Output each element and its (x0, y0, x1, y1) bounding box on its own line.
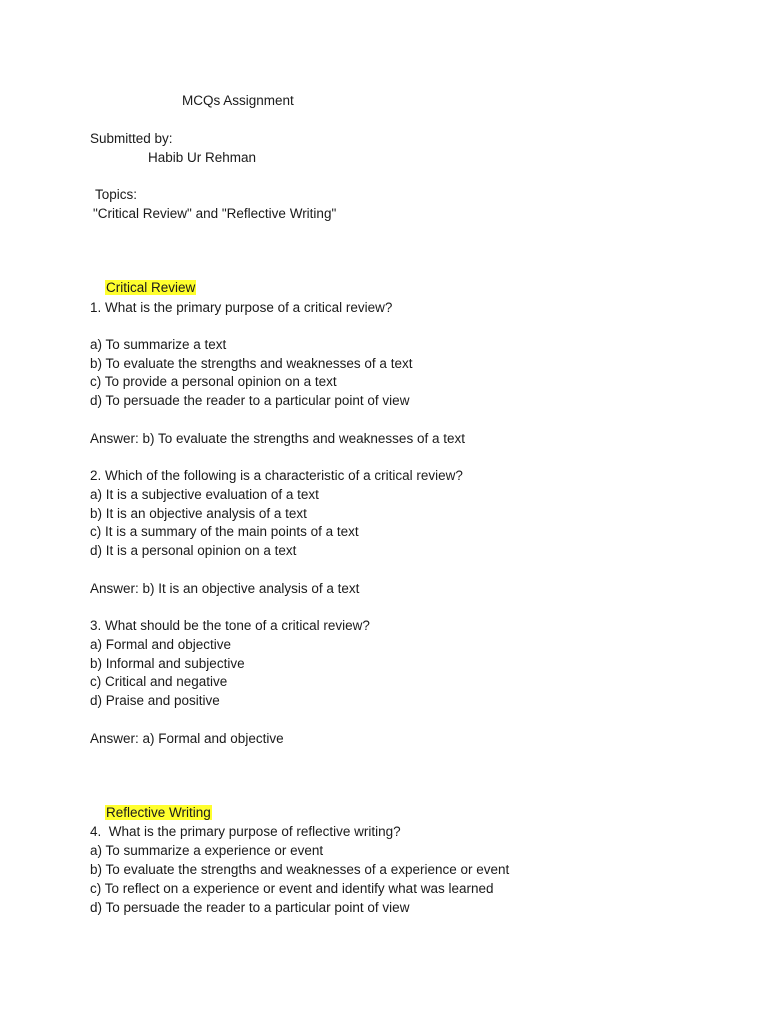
option-item: a) It is a subjective evaluation of a text (90, 487, 319, 502)
section-heading (90, 261, 196, 295)
question-text: 3. What should be the tone of a critical review? (90, 618, 370, 633)
document-title: MCQs Assignment (182, 93, 294, 108)
question-text: 1. What is the primary purpose of a critical review? (90, 300, 393, 315)
option-item: b) It is an objective analysis of a text (90, 506, 307, 521)
question-text: 4. What is the primary purpose of reflective writing? (90, 824, 401, 839)
option-item: d) Praise and positive (90, 693, 220, 708)
author-name: Habib Ur Rehman (148, 150, 257, 165)
option-item: c) To provide a personal opinion on a text (90, 374, 337, 389)
option-item: b) To evaluate the strengths and weaknesses of a text (90, 356, 413, 371)
topics-text: "Critical Review" and "Reflective Writing" (93, 206, 337, 221)
option-item: c) To reflect on a experience or event and identify what was learned (90, 881, 494, 896)
section-heading-text: Critical Review (106, 280, 196, 295)
option-item: d) To persuade the reader to a particular point of view (90, 900, 410, 915)
option-item: b) To evaluate the strengths and weaknesses of a experience or event (90, 862, 510, 877)
option-item: d) To persuade the reader to a particular point of view (90, 393, 410, 408)
option-item: b) Informal and subjective (90, 656, 245, 671)
answer-text: Answer: b) It is an objective analysis of a text (90, 581, 360, 596)
section-heading-text: Reflective Writing (106, 805, 211, 820)
answer-text: Answer: b) To evaluate the strengths and weaknesses of a text (90, 431, 465, 446)
option-item: a) Formal and objective (90, 637, 232, 652)
submitted-by-label: Submitted by: (90, 131, 173, 146)
question-text: 2. Which of the following is a characteristic of a critical review? (90, 468, 463, 483)
option-item: a) To summarize a text (90, 337, 227, 352)
topics-label: Topics: (95, 187, 138, 202)
answer-text: Answer: a) Formal and objective (90, 731, 284, 746)
option-item: d) It is a personal opinion on a text (90, 543, 297, 558)
option-item: a) To summarize a experience or event (90, 843, 324, 858)
option-item: c) Critical and negative (90, 674, 228, 689)
option-item: c) It is a summary of the main points of a text (90, 524, 359, 539)
section-heading (90, 786, 212, 820)
